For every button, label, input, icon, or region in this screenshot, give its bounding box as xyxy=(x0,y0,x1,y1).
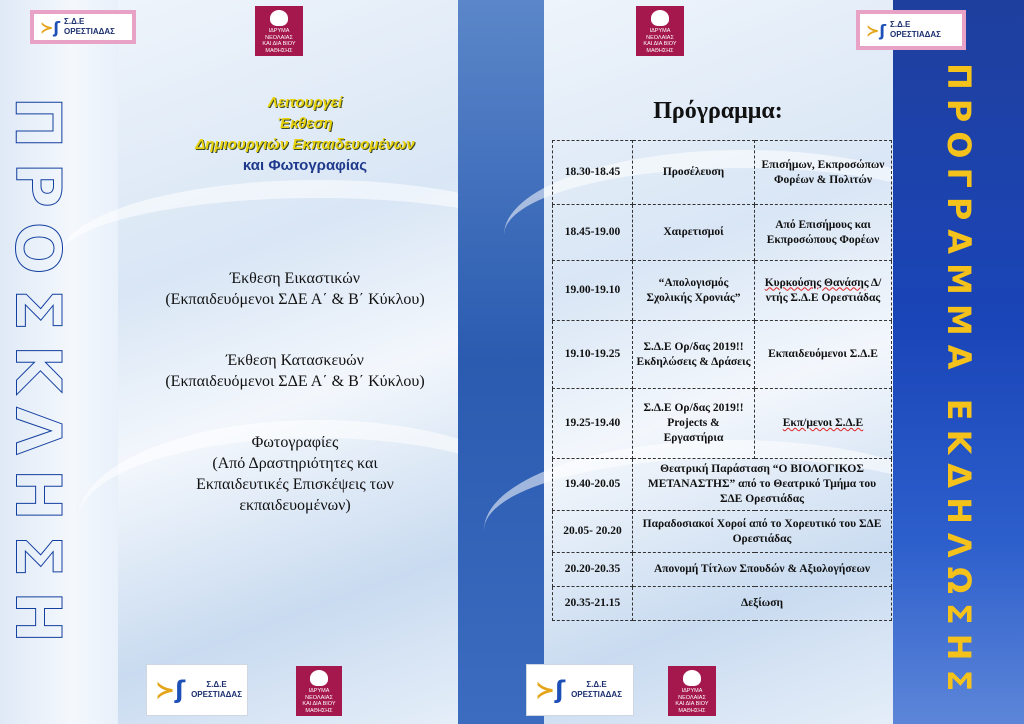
sde-logo-line2: ΟΡΕΣΤΙΑΔΑΣ xyxy=(571,690,622,699)
exhibit-subtitle: (Εκπαιδευόμενοι ΣΔΕ Α΄ & Β΄ Κύκλου) xyxy=(165,373,425,390)
sde-runner-icon: ≻ʃ xyxy=(535,676,566,704)
inedivim-line2: ΝΕΟΛΑΙΑΣ xyxy=(646,34,674,41)
presenter-role: Δ/ντής Σ.Δ.Ε Ορεστιάδας xyxy=(765,276,882,304)
headline-line2: Έκθεση xyxy=(277,115,333,132)
table-row xyxy=(553,587,892,621)
head-icon xyxy=(270,10,288,26)
exhibit-subtitle: (Εκπαιδευόμενοι ΣΔΕ Α΄ & Β΄ Κύκλου) xyxy=(165,291,425,308)
table-row xyxy=(553,141,892,205)
presenter-name: Εκπ/μενοι Σ.Δ.Ε xyxy=(782,417,864,429)
schedule-time: 20.05- 20.20 xyxy=(553,511,633,553)
schedule-event: Προσέλευση xyxy=(633,141,755,205)
sde-logo-line2: ΟΡΕΣΤΙΑΔΑΣ xyxy=(64,27,115,36)
exhibit-title: Φωτογραφίες xyxy=(251,434,339,451)
exhibit-subtitle: (Από Δραστηριότητες και Εκπαιδευτικές Επισκέψεις των εκπαιδευομένων) xyxy=(196,455,394,514)
inedivim-line1: ΙΔΡΥΜΑ xyxy=(308,688,330,694)
schedule-time: 19.40-20.05 xyxy=(553,459,633,511)
inedivim-logo xyxy=(636,6,684,56)
headline-line4: και Φωτογραφίας xyxy=(242,157,368,174)
inedivim-line2: ΝΕΟΛΑΙΑΣ xyxy=(265,34,293,41)
schedule-presenter: Επισήμων, Εκπροσώπων Φορέων & Πολιτών xyxy=(755,141,892,205)
table-row xyxy=(553,261,892,321)
invitation-vertical-title: ΠΡΟΣΚΛΗΣΗ xyxy=(1,96,75,658)
schedule-time: 20.20-20.35 xyxy=(553,553,633,587)
schedule-event: “Απολογισμός Σχολικής Χρονιάς” xyxy=(633,261,755,321)
inedivim-line3: ΚΑΙ ΔΙΑ ΒΙΟΥ xyxy=(643,41,677,47)
table-row xyxy=(553,321,892,389)
inedivim-line4: ΜΑΘΗΣΗΣ xyxy=(265,47,293,54)
program-vertical-title: ΠΡΟΓΡΑΜΜΑ ΕΚΔΗΛΩΣΗΣ xyxy=(940,63,978,701)
inedivim-line3: ΚΑΙ ΔΙΑ ΒΙΟΥ xyxy=(675,701,709,707)
schedule-presenter: Εκπαιδευόμενοι Σ.Δ.Ε xyxy=(755,321,892,389)
sde-runner-icon: ≻ʃ xyxy=(155,676,186,704)
inedivim-line2: ΝΕΟΛΑΙΑΣ xyxy=(305,694,333,701)
inedivim-line4: ΜΑΘΗΣΗΣ xyxy=(678,707,706,714)
headline-line1: Λειτουργεί xyxy=(267,94,343,111)
sde-logo-line1: Σ.Δ.Ε xyxy=(890,20,911,29)
schedule-presenter xyxy=(755,261,892,321)
inedivim-line4: ΜΑΘΗΣΗΣ xyxy=(305,707,333,714)
exhibit-block xyxy=(170,432,420,516)
schedule-time: 20.35-21.15 xyxy=(553,587,633,621)
head-icon xyxy=(683,670,701,686)
schedule-event: Σ.Δ.Ε Ορ/δας 2019!! Εκδηλώσεις & Δράσεις xyxy=(633,321,755,389)
schedule-event: Απονομή Τίτλων Σπουδών & Αξιολογήσεων xyxy=(633,553,892,587)
schedule-event: Δεξίωση xyxy=(633,587,892,621)
inedivim-line2: ΝΕΟΛΑΙΑΣ xyxy=(678,694,706,701)
schedule-time: 18.45-19.00 xyxy=(553,205,633,261)
schedule-event: Χαιρετισμοί xyxy=(633,205,755,261)
sde-logo-line1: Σ.Δ.Ε xyxy=(586,680,607,689)
inedivim-line3: ΚΑΙ ΔΙΑ ΒΙΟΥ xyxy=(262,41,296,47)
sde-logo xyxy=(146,664,248,716)
sde-logo xyxy=(856,10,966,50)
schedule-table xyxy=(552,140,892,621)
inedivim-line3: ΚΑΙ ΔΙΑ ΒΙΟΥ xyxy=(302,701,336,707)
table-row xyxy=(553,389,892,459)
exhibition-headline xyxy=(150,92,460,176)
sde-logo xyxy=(30,10,136,44)
schedule-event: Παραδοσιακοί Χοροί από το Χορευτικό του ΣΔΕ Ορεστιάδας xyxy=(633,511,892,553)
sde-logo xyxy=(526,664,634,716)
schedule-event: Θεατρική Παράσταση “Ο ΒΙΟΛΟΓΙΚΟΣ ΜΕΤΑΝΑΣΤΗΣ” από το Θεατρικό Τμήμα του ΣΔΕ Ορεστιάδας xyxy=(633,459,892,511)
head-icon xyxy=(651,10,669,26)
inedivim-line4: ΜΑΘΗΣΗΣ xyxy=(646,47,674,54)
program-title: Πρόγραμμα: xyxy=(653,98,783,124)
schedule-presenter: Από Επισήμους και Εκπροσώπους Φορέων xyxy=(755,205,892,261)
schedule-time: 19.00-19.10 xyxy=(553,261,633,321)
sde-runner-icon: ≻ʃ xyxy=(40,17,61,37)
table-row xyxy=(553,205,892,261)
table-row xyxy=(553,511,892,553)
sde-logo-line1: Σ.Δ.Ε xyxy=(206,680,227,689)
table-row xyxy=(553,553,892,587)
presenter-name: Κυρκούσης Θανάσης xyxy=(764,276,869,289)
sde-logo-line2: ΟΡΕΣΤΙΑΔΑΣ xyxy=(890,30,941,39)
inedivim-logo xyxy=(296,666,342,716)
inedivim-logo xyxy=(668,666,716,716)
inedivim-line1: ΙΔΡΥΜΑ xyxy=(649,28,671,34)
exhibit-title: Έκθεση Κατασκευών xyxy=(226,352,364,369)
sde-logo-line1: Σ.Δ.Ε xyxy=(64,17,85,26)
schedule-time: 19.10-19.25 xyxy=(553,321,633,389)
center-fold-band xyxy=(458,0,544,724)
exhibit-block xyxy=(130,350,460,392)
headline-line3: Δημιουργιών Εκπαιδευομένων xyxy=(195,136,415,153)
table-row xyxy=(553,459,892,511)
sde-runner-icon: ≻ʃ xyxy=(866,20,887,40)
exhibit-title: Έκθεση Εικαστικών xyxy=(230,270,360,287)
schedule-time: 19.25-19.40 xyxy=(553,389,633,459)
schedule-time: 18.30-18.45 xyxy=(553,141,633,205)
head-icon xyxy=(310,670,328,686)
inedivim-logo xyxy=(255,6,303,56)
exhibit-block xyxy=(130,268,460,310)
schedule-presenter xyxy=(755,389,892,459)
inedivim-line1: ΙΔΡΥΜΑ xyxy=(681,688,703,694)
sde-logo-line2: ΟΡΕΣΤΙΑΔΑΣ xyxy=(191,690,242,699)
schedule-event: Σ.Δ.Ε Ορ/δας 2019!! Projects & Εργαστήρια xyxy=(633,389,755,459)
inedivim-line1: ΙΔΡΥΜΑ xyxy=(268,28,290,34)
